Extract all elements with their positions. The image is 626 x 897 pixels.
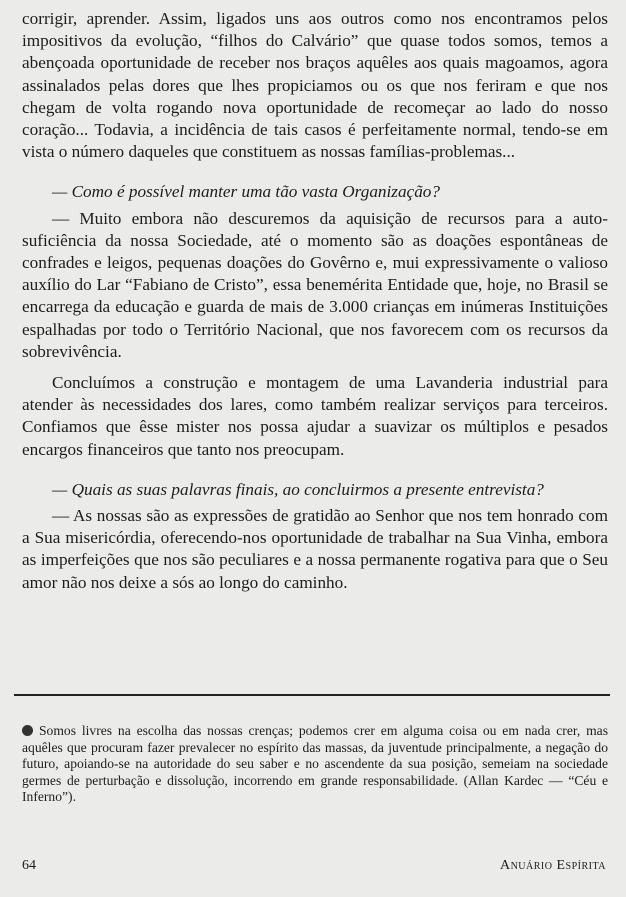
paragraph-laundry: Concluímos a construção e montagem de uma Lavanderia industrial para atender às necessidades dos lares, como também realizar serviços para terceiros. Confiamos que êsse mister nos possa ajudar a suavizar os múltiplos e pesados encargos financeiros que tanto nos preocupam. bbox=[22, 373, 608, 459]
footnote-text: Somos livres na escolha das nossas crenças; podemos crer em alguma coisa ou em nada crer, mas aquêles que procuram fazer prevalecer no espírito das massas, da juventude principalmente, a negação do futuro, apoiando-se na autoridade do seu saber e no ascendente da sua posição, semeiam na sociedade germes de perturbação e dissolução, incorrendo em grande responsabilidade. (Allan Kardec — “Céu e Inferno”). bbox=[22, 723, 608, 805]
bullet-icon bbox=[22, 725, 33, 736]
page-footer bbox=[22, 858, 606, 874]
paragraph-continuation: corrigir, aprender. Assim, ligados uns aos outros como nos encontramos pelos impositivos da evolução, “filhos do Calvário” que quase todos somos, temos a abençoada oportunidade de receber nos braços aquêles aos quais magoamos, agora assinalados pelas dores que lhes propiciamos ou os que nos feriram e que nos chegam de volta rogando nova oportunidade de recomeçar ao lado do nosso coração... Todavia, a incidência de tais casos é perfeitamente normal, tendo-se em vista o número daqueles que constituem as nossas famílias-problemas... bbox=[22, 9, 608, 162]
answer-final-words: — As nossas são as expressões de gratidão ao Senhor que nos tem honrado com a Sua misericórdia, oferecendo-nos oportunidade de trabalhar na Sua Vinha, embora as imperfeições que nos são peculiares e a nossa permanente rogativa para que o Seu amor não nos deixe a sós ao longo do caminho. bbox=[22, 506, 608, 592]
running-title: Anuário Espírita bbox=[499, 858, 606, 873]
page-number: 64 bbox=[22, 858, 36, 873]
question-final-words: — Quais as suas palavras finais, ao concluirmos a presente entrevista? bbox=[52, 479, 544, 499]
footnote-separator bbox=[14, 694, 610, 696]
footnote bbox=[22, 723, 608, 806]
question-organization: — Como é possível manter uma tão vasta Organização? bbox=[52, 182, 440, 202]
answer-organization: — Muito embora não descuremos da aquisição de recursos para a auto-suficiência da nossa Sociedade, até o momento são as doações espontâneas de confrades e leigos, pequenas doações do Govêrno e, mui expressivamente o valioso auxílio do Lar “Fabiano de Cristo”, essa benemérita Entidade que, hoje, no Brasil se encarrega da educação e guarda de mais de 3.000 crianças em inúmeras Instituições espalhadas por todo o Território Nacional, que nos favorecem com os recursos da sobrevivência. bbox=[22, 208, 608, 361]
body-text bbox=[22, 8, 608, 594]
